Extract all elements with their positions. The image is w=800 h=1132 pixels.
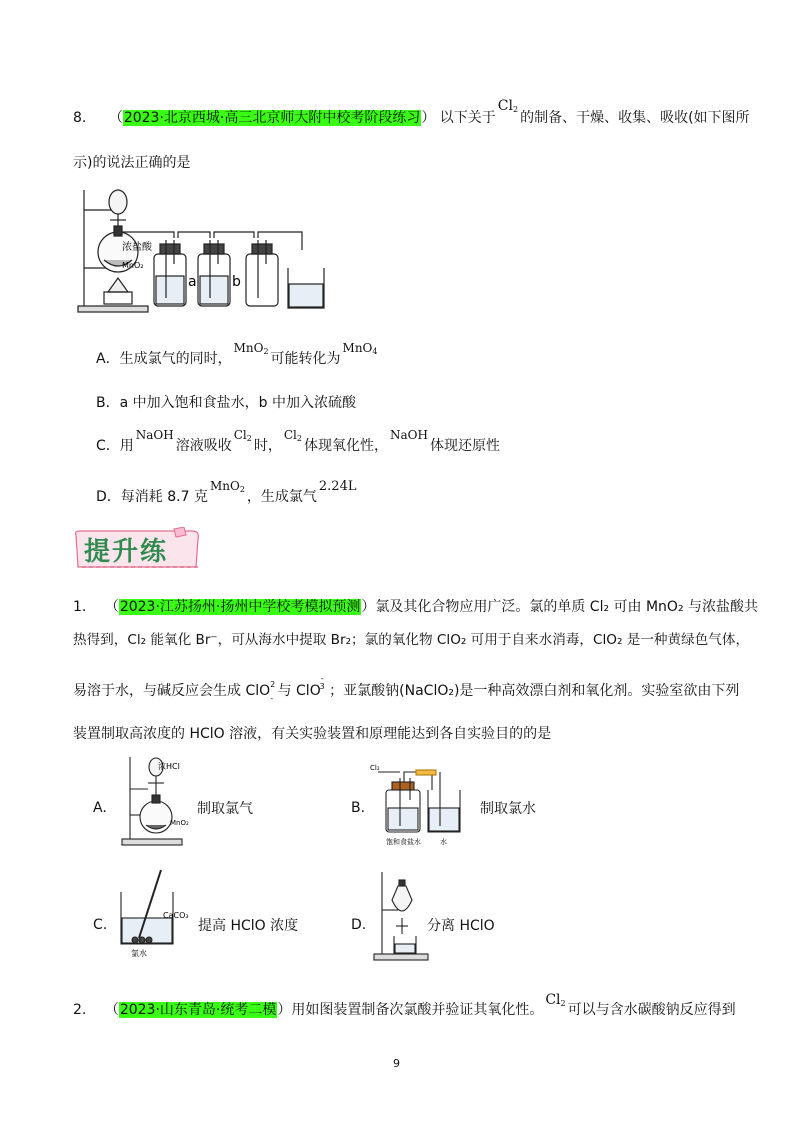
chlorine-apparatus-figure [74,180,336,320]
caco3-beaker-figure [115,868,205,960]
formula-mno2: MnO$_2$ [233,341,269,356]
separatory-funnel-figure [372,870,432,962]
formula-cl2: $Cl_2$ [233,428,252,443]
option-c-caption: 提高 HClO 浓度 [198,918,299,934]
section-title: 提升练 [84,537,169,567]
option-d[interactable]: D．每消耗 8.7 克MnO$_2$ ，生成氯气2.24L [96,479,357,505]
page-number: 9 [393,1057,400,1070]
question-8-line-1: 8. （2023·北京西城·高三北京师大附中校考阶段练习） 以下关于$Cl_2$的制备、干燥、收集、吸收(如下图所 [73,98,750,126]
question-1-line-3: 易溶于水，与碱反应会生成 ClO$^2_-$ 与 ClO$^{-3}$ ；亚氯酸钠(NaClO₂)是一种高效漂白剂和氧化剂。实验室欲由下列 [73,674,740,703]
question-1-line-1: 1. （2023·江苏扬州·扬州中学校考模拟预测）氯及其化合物应用广泛。氯的单质 Cl₂ 可由 MnO₂ 与浓盐酸共 [73,599,759,615]
formula-cl2: $Cl_2$ [545,992,566,1008]
question-number: 2. [73,1002,87,1018]
formula-cl2: $Cl_2$ [497,98,519,114]
section-banner [72,527,204,571]
formula-volume: 2.24L [318,479,357,494]
question-text: 以下关于 [439,110,496,126]
question-8-line-2: 示)的说法正确的是 [73,155,191,171]
formula-mno4: MnO$_4$ [342,341,378,356]
option-a-label[interactable]: A. [93,800,107,816]
formula-naoh: NaOH [390,428,428,442]
svg-text:氯水: 氯水 [131,949,147,958]
source-tag: 2023·北京西城·高三北京师大附中校考阶段练习 [123,110,421,126]
question-text: 的制备、干燥、收集、吸收(如下图所 [520,110,750,126]
question-1-line-2: 热得到，Cl₂ 能氧化 Br⁻，可从海水中提取 Br₂；氯的氧化物 ClO₂ 可用于自来水消毒，ClO₂ 是一种黄绿色气体， [73,632,750,648]
svg-text:水: 水 [440,838,447,846]
option-d-caption: 分离 HClO [427,918,495,934]
option-b[interactable]: B．a 中加入饱和食盐水，b 中加入浓硫酸 [96,395,356,411]
formula-mno2: MnO$_2$ [209,479,245,494]
svg-text:浓HCl: 浓HCl [158,762,180,771]
svg-text:CaCO₃: CaCO₃ [163,911,189,920]
option-a[interactable]: A．生成氯气的同时，MnO$_2$ 可能转化为MnO$_4$ [96,341,378,367]
source-tag: 2023·山东青岛·统考二模 [119,1002,277,1018]
question-2-line-1: 2. （2023·山东青岛·统考二模）用如图装置制备次氯酸并验证其氧化性。$Cl_2$ 可以与含水碳酸钠反应得到 [73,992,736,1018]
label-bottle-a: a [188,274,197,290]
option-b-caption: 制取氯水 [480,801,536,817]
svg-text:饱和食盐水: 饱和食盐水 [386,838,421,846]
option-c[interactable]: C．用NaOH溶液吸收$Cl_2$ 时，$Cl_2$ 体现氧化性，NaOH体现还原性 [96,428,500,454]
source-tag: 2023·江苏扬州·扬州中学校考模拟预测 [119,599,361,615]
svg-text:MnO₂: MnO₂ [170,819,189,827]
question-number: 1. [73,599,87,615]
label-mno2: MnO₂ [122,261,144,270]
formula-cl2: $Cl_2$ [283,428,302,443]
label-bottle-b: b [232,274,241,290]
chlorine-generator-figure [118,755,196,850]
option-b-label[interactable]: B. [351,800,366,816]
option-c-label[interactable]: C. [93,917,108,933]
label-concentrated-hcl: 浓盐酸 [122,242,152,253]
question-number: 8. [73,110,87,126]
question-1-line-4: 装置制取高浓度的 HClO 溶液，有关实验装置和原理能达到各自实验目的的是 [73,726,552,742]
formula-naoh: NaOH [135,428,174,442]
option-d-label[interactable]: D. [351,917,367,933]
chlorine-water-figure [370,760,482,850]
svg-text:Cl₂: Cl₂ [370,764,380,772]
option-a-caption: 制取氯气 [197,801,253,817]
